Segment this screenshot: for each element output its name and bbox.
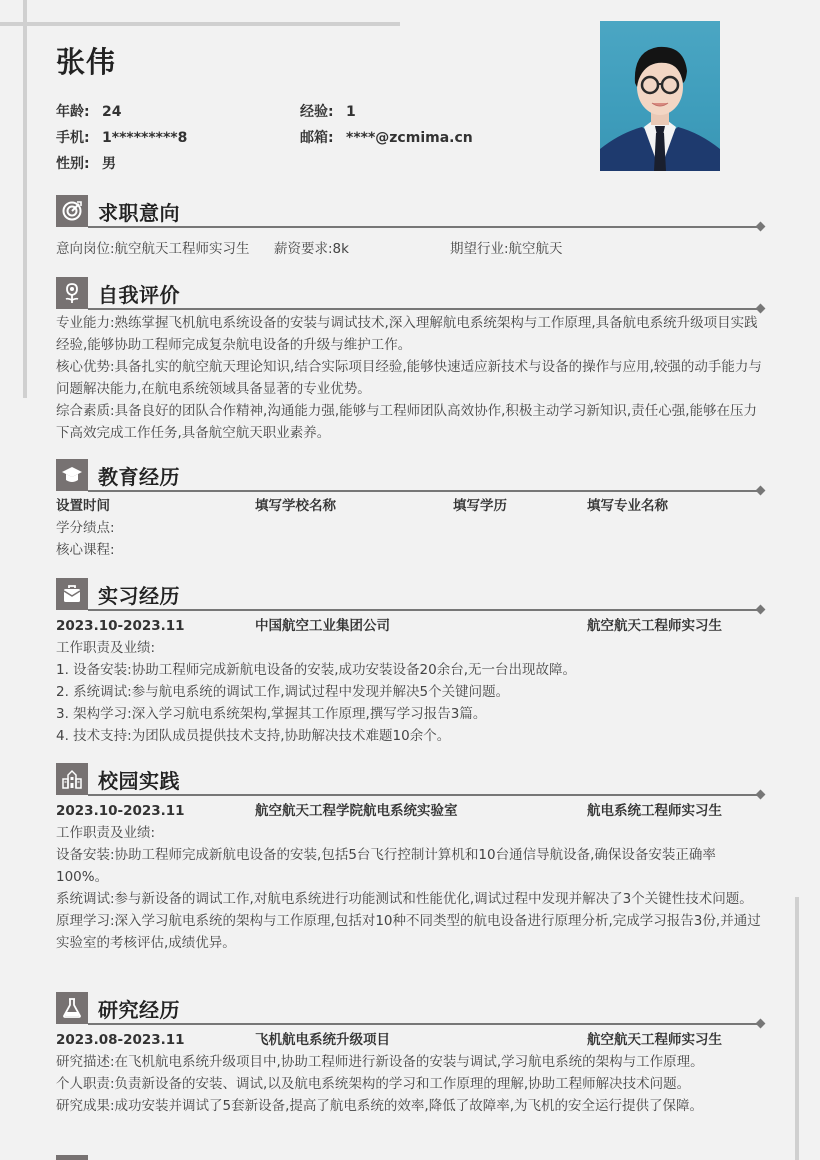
info-value: 24 xyxy=(102,104,122,120)
info-label: 经验: xyxy=(300,104,334,120)
education-row xyxy=(56,495,764,517)
internship-company: 中国航空工业集团公司 xyxy=(255,618,390,634)
education-degree: 填写学历 xyxy=(453,498,507,514)
diamond-icon xyxy=(756,790,766,800)
intent-industry: 期望行业:航空航天 xyxy=(450,241,563,257)
duties-label: 工作职责及业绩: xyxy=(56,640,156,656)
candidate-name: 张伟 xyxy=(56,45,117,79)
diamond-icon xyxy=(756,222,766,232)
section-job-intent xyxy=(56,195,764,260)
section-header xyxy=(56,992,764,1024)
campus-item: 系统调试:参与新设备的调试工作,对航电系统进行功能测试和性能优化,调试过程中发现并解决了3个关键性技术问题。 xyxy=(56,891,753,907)
education-school: 填写学校名称 xyxy=(255,498,336,514)
graduation-cap-icon xyxy=(56,459,88,491)
info-gender xyxy=(56,153,116,173)
flask-icon xyxy=(56,992,88,1024)
section-divider xyxy=(88,308,761,310)
internship-item: 4. 技术支持:为团队成员提供技术支持,协助解决技术难题10余个。 xyxy=(56,728,451,744)
internship-period: 2023.10-2023.11 xyxy=(56,618,185,634)
section-header xyxy=(56,459,764,491)
research-item: 个人职责:负责新设备的安装、调试,以及航电系统架构的学习和工作原理的理解,协助工程师解决技术问题。 xyxy=(56,1076,691,1092)
info-label: 性别: xyxy=(56,156,90,172)
research-item: 研究描述:在飞机航电系统升级项目中,协助工程师进行新设备的安装与调试,学习航电系统的架构与工作原理。 xyxy=(56,1054,704,1070)
section-title: 校园实践 xyxy=(98,769,180,793)
info-label: 手机: xyxy=(56,130,90,146)
portrait-icon xyxy=(600,21,720,171)
section-divider xyxy=(88,794,761,796)
school-building-icon xyxy=(56,763,88,795)
education-details xyxy=(56,517,764,561)
section-divider xyxy=(88,226,761,228)
campus-row xyxy=(56,800,764,822)
campus-details xyxy=(56,822,764,954)
info-phone xyxy=(56,127,187,147)
campus-item: 原理学习:深入学习航电系统的架构与工作原理,包括对10种不同类型的航电设备进行原理分析,完成学习报告3份,并通过实验室的考核评估,成绩优异。 xyxy=(56,913,761,951)
decorative-vertical-line-left xyxy=(23,0,27,398)
section-header xyxy=(56,195,764,227)
research-period: 2023.08-2023.11 xyxy=(56,1032,185,1048)
info-experience xyxy=(300,101,356,121)
section-divider xyxy=(88,609,761,611)
section-title: 研究经历 xyxy=(98,998,180,1022)
info-value: 男 xyxy=(102,156,116,172)
section-header xyxy=(56,763,764,795)
internship-item: 1. 设备安装:协助工程师完成新航电设备的安装,成功安装设备20余台,无一台出现故障。 xyxy=(56,662,576,678)
info-label: 年龄: xyxy=(56,104,90,120)
section-campus-practice xyxy=(56,763,764,954)
diamond-icon xyxy=(756,486,766,496)
intent-salary: 薪资要求:8k xyxy=(274,241,349,257)
intent-row xyxy=(56,238,764,260)
courses-label: 核心课程: xyxy=(56,542,115,558)
section-header xyxy=(56,578,764,610)
info-email xyxy=(300,127,473,147)
internship-item: 2. 系统调试:参与航电系统的调试工作,调试过程中发现并解决5个关键问题。 xyxy=(56,684,510,700)
duties-label: 工作职责及业绩: xyxy=(56,825,156,841)
info-label: 邮箱: xyxy=(300,130,334,146)
internship-item: 3. 架构学习:深入学习航电系统架构,掌握其工作原理,撰写学习报告3篇。 xyxy=(56,706,487,722)
campus-period: 2023.10-2023.11 xyxy=(56,803,185,819)
next-section-icon-partial xyxy=(56,1155,88,1160)
section-header xyxy=(56,277,764,309)
target-icon xyxy=(56,195,88,227)
education-major: 填写专业名称 xyxy=(587,498,668,514)
section-title: 实习经历 xyxy=(98,584,180,608)
research-item: 研究成果:成功安装并调试了5套新设备,提高了航电系统的效率,降低了故障率,为飞机的安全运行提供了保障。 xyxy=(56,1098,704,1114)
intent-position: 意向岗位:航空航天工程师实习生 xyxy=(56,241,250,257)
section-title: 教育经历 xyxy=(98,465,180,489)
self-eval-paragraph: 核心优势:具备扎实的航空航天理论知识,结合实际项目经验,能够快速适应新技术与设备的操作与应用,较强的动手能力与问题解决能力,在航电系统领域具备显著的专业优势。 xyxy=(56,359,762,397)
decorative-horizontal-line-top xyxy=(0,22,400,26)
campus-role: 航电系统工程师实习生 xyxy=(587,803,722,819)
self-evaluation-text xyxy=(56,312,764,444)
research-row xyxy=(56,1029,764,1051)
section-internship xyxy=(56,578,764,747)
campus-org: 航空航天工程学院航电系统实验室 xyxy=(255,803,458,819)
section-education xyxy=(56,459,764,561)
research-role: 航空航天工程师实习生 xyxy=(587,1032,722,1048)
decorative-vertical-line-right xyxy=(795,897,799,1160)
diamond-icon xyxy=(756,605,766,615)
info-value: ****@zcmima.cn xyxy=(346,130,473,146)
profile-photo xyxy=(600,21,720,171)
research-details xyxy=(56,1051,764,1117)
section-divider xyxy=(88,1023,761,1025)
internship-role: 航空航天工程师实习生 xyxy=(587,618,722,634)
section-divider xyxy=(88,490,761,492)
self-eval-paragraph: 综合素质:具备良好的团队合作精神,沟通能力强,能够与工程师团队高效协作,积极主动学习新知识,责任心强,能够在压力下高效完成工作任务,具备航空航天职业素养。 xyxy=(56,403,758,441)
internship-details xyxy=(56,637,764,747)
research-project: 飞机航电系统升级项目 xyxy=(255,1032,390,1048)
briefcase-icon xyxy=(56,578,88,610)
campus-item: 设备安装:协助工程师完成新航电设备的安装,包括5台飞行控制计算机和10台通信导航设备,确保设备安装正确率100%。 xyxy=(56,847,716,885)
flower-icon xyxy=(56,277,88,309)
diamond-icon xyxy=(756,1019,766,1029)
info-value: 1*********8 xyxy=(102,130,188,146)
info-value: 1 xyxy=(346,104,356,120)
education-time: 设置时间 xyxy=(56,498,110,514)
section-title: 求职意向 xyxy=(98,201,180,225)
info-age xyxy=(56,101,121,121)
section-self-evaluation xyxy=(56,277,764,444)
self-eval-paragraph: 专业能力:熟练掌握飞机航电系统设备的安装与调试技术,深入理解航电系统架构与工作原理,具备航电系统升级项目实践经验,能够协助工程师完成复杂航电设备的升级与维护工作。 xyxy=(56,315,758,353)
gpa-label: 学分绩点: xyxy=(56,520,115,536)
internship-row xyxy=(56,615,764,637)
section-research xyxy=(56,992,764,1117)
section-title: 自我评价 xyxy=(98,283,180,307)
